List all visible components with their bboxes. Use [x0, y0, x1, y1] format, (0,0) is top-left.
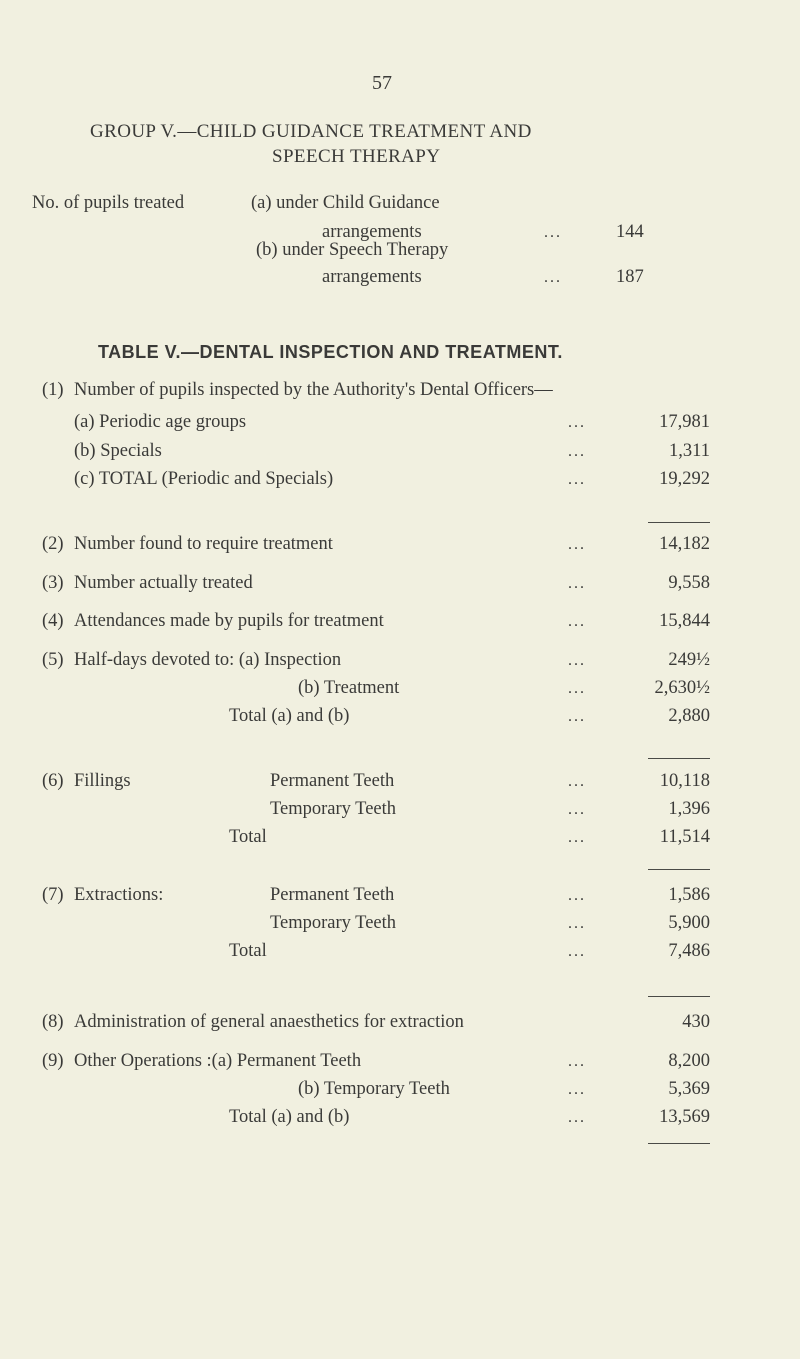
item7-temp-value: 5,900 — [668, 913, 710, 933]
item8-text: Administration of general anaesthetics for extraction — [74, 1012, 464, 1032]
group-a-line1: (a) under Child Guidance — [251, 193, 440, 213]
item2-text: Number found to require treatment — [74, 534, 333, 554]
group-intro: No. of pupils treated — [32, 193, 185, 213]
item-label: (1) — [42, 380, 64, 400]
item7-total-value: 7,486 — [668, 941, 710, 961]
item6-total-value: 11,514 — [659, 827, 710, 847]
item6-temp-value: 1,396 — [668, 799, 710, 819]
item5-b-text: (b) Treatment — [298, 678, 400, 698]
item-label: (7) — [42, 885, 64, 905]
divider-rule — [648, 758, 710, 759]
item7-perm-value: 1,586 — [668, 885, 710, 905]
item4-value: 15,844 — [659, 611, 710, 631]
item1-row-a: (a) Periodic age groups — [74, 412, 247, 432]
dots: ... — [568, 575, 586, 592]
dots: ... — [568, 708, 586, 725]
item7-temp-text: Temporary Teeth — [270, 913, 397, 933]
item1-row-c: (c) TOTAL (Periodic and Specials) — [74, 469, 334, 489]
item1-text: Number of pupils inspected by the Authority's Dental Officers— — [74, 380, 553, 400]
item6-total-text: Total — [229, 827, 267, 847]
dots: ... — [568, 887, 586, 904]
item9-total-text: Total (a) and (b) — [229, 1107, 350, 1127]
dots: ... — [568, 773, 586, 790]
item-label: (2) — [42, 534, 64, 554]
item4-text: Attendances made by pupils for treatment — [74, 611, 384, 631]
item2-value: 14,182 — [659, 534, 710, 554]
divider-rule — [648, 869, 710, 870]
item5-b-value: 2,630½ — [654, 678, 710, 698]
dots: ... — [568, 943, 586, 960]
item7-total-text: Total — [229, 941, 267, 961]
dots: ... — [544, 224, 562, 241]
item5-total-value: 2,880 — [668, 706, 710, 726]
item-label: (5) — [42, 650, 64, 670]
dots: ... — [568, 915, 586, 932]
item5-a-value: 249½ — [668, 650, 710, 670]
item6-perm-value: 10,118 — [659, 771, 710, 791]
item-label: (6) — [42, 771, 64, 791]
divider-rule — [648, 996, 710, 997]
item5-text: Half-days devoted to: (a) Inspection — [74, 650, 342, 670]
item7-text: Extractions: — [74, 885, 164, 905]
dots: ... — [568, 471, 586, 488]
item1-row-a-value: 17,981 — [659, 412, 710, 432]
dots: ... — [568, 1081, 586, 1098]
item-label: (9) — [42, 1051, 64, 1071]
divider-rule — [648, 522, 710, 523]
dots: ... — [568, 829, 586, 846]
group-title-line1: GROUP V.—CHILD GUIDANCE TREATMENT AND — [90, 121, 532, 142]
item1-row-b: (b) Specials — [74, 441, 162, 461]
item8-value: 430 — [682, 1012, 710, 1032]
divider-rule — [648, 1143, 710, 1144]
dots: ... — [568, 1053, 586, 1070]
dots: ... — [544, 269, 562, 286]
dots: ... — [568, 652, 586, 669]
item5-total-text: Total (a) and (b) — [229, 706, 350, 726]
item9-text: Other Operations :(a) Permanent Teeth — [74, 1051, 362, 1071]
group-a-line2: arrangements — [322, 222, 422, 242]
dots: ... — [568, 1109, 586, 1126]
group-b-line1: (b) under Speech Therapy — [256, 240, 449, 260]
group-b-value: 187 — [616, 267, 644, 287]
item3-text: Number actually treated — [74, 573, 253, 593]
item9-b-value: 5,369 — [668, 1079, 710, 1099]
dots: ... — [568, 613, 586, 630]
dots: ... — [568, 414, 586, 431]
item9-total-value: 13,569 — [659, 1107, 710, 1127]
item1-row-b-value: 1,311 — [669, 441, 710, 461]
page-number: 57 — [372, 72, 392, 94]
item7-perm-text: Permanent Teeth — [270, 885, 395, 905]
table-title: TABLE V.—DENTAL INSPECTION AND TREATMENT. — [98, 342, 563, 362]
group-title-line2: SPEECH THERAPY — [272, 146, 441, 167]
item1-row-c-value: 19,292 — [659, 469, 710, 489]
item-label: (4) — [42, 611, 64, 631]
item6-temp-text: Temporary Teeth — [270, 799, 397, 819]
item-label: (3) — [42, 573, 64, 593]
item6-perm-text: Permanent Teeth — [270, 771, 395, 791]
item9-a-value: 8,200 — [668, 1051, 710, 1071]
item6-text: Fillings — [74, 771, 131, 791]
dots: ... — [568, 680, 586, 697]
dots: ... — [568, 801, 586, 818]
dots: ... — [568, 443, 586, 460]
item3-value: 9,558 — [668, 573, 710, 593]
group-b-line2: arrangements — [322, 267, 422, 287]
item-label: (8) — [42, 1012, 64, 1032]
dots: ... — [568, 536, 586, 553]
group-a-value: 144 — [616, 222, 644, 242]
item9-b-text: (b) Temporary Teeth — [298, 1079, 450, 1099]
